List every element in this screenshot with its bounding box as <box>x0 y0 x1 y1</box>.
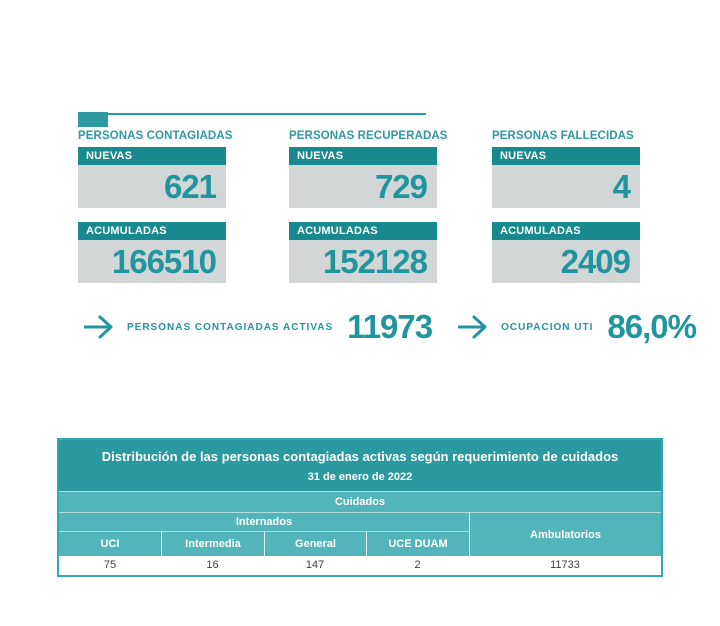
table-column-header: General <box>264 531 366 556</box>
table-column-header-ambulatorios: Ambulatorios <box>469 512 661 556</box>
table-value: 16 <box>161 556 264 575</box>
section-title: PERSONAS CONTAGIADAS <box>78 130 233 142</box>
card-header: NUEVAS <box>289 147 437 165</box>
section-title: PERSONAS FALLECIDAS <box>492 130 634 142</box>
card-nuevas <box>492 147 640 208</box>
kpi-label: PERSONAS CONTAGIADAS ACTIVAS <box>127 321 334 333</box>
kpi-row <box>84 305 696 349</box>
table-value: 2 <box>366 556 469 575</box>
kpi-label: OCUPACION UTI <box>501 321 594 333</box>
table-column-header: Intermedia <box>161 531 264 556</box>
header-rule-block <box>78 112 108 127</box>
section-title: PERSONAS RECUPERADAS <box>289 130 448 142</box>
table-value: 75 <box>59 556 161 575</box>
card-value: 4 <box>612 168 630 205</box>
table-subgroup-header: Internados <box>59 512 469 531</box>
table-value: 11733 <box>469 556 661 575</box>
card-header: NUEVAS <box>78 147 226 165</box>
card-header: NUEVAS <box>492 147 640 165</box>
card-value: 2409 <box>560 243 630 280</box>
table-column-header: UCE DUAM <box>366 531 469 556</box>
card-nuevas <box>289 147 437 208</box>
header-rule <box>78 113 426 115</box>
right-arrow-icon <box>458 314 488 340</box>
table-group-header: Cuidados <box>59 491 661 512</box>
kpi-activas <box>84 308 432 346</box>
kpi-ocupacion-uti <box>458 308 696 346</box>
card-header: ACUMULADAS <box>492 222 640 240</box>
card-value: 152128 <box>322 243 427 280</box>
card-nuevas <box>78 147 226 208</box>
card-header: ACUMULADAS <box>78 222 226 240</box>
right-arrow-icon <box>84 314 114 340</box>
card-acumuladas <box>289 222 437 283</box>
table-title: Distribución de las personas contagiadas activas según requerimiento de cuidados <box>59 440 661 466</box>
card-value: 621 <box>163 168 216 205</box>
card-header: ACUMULADAS <box>289 222 437 240</box>
table-grid <box>59 512 661 575</box>
stat-column-contagiadas <box>78 130 233 283</box>
card-value: 166510 <box>111 243 216 280</box>
card-value: 729 <box>374 168 427 205</box>
table-column-header: UCI <box>59 531 161 556</box>
card-acumuladas <box>78 222 226 283</box>
table-value: 147 <box>264 556 366 575</box>
kpi-value: 86,0% <box>607 308 696 345</box>
table-date: 31 de enero de 2022 <box>59 466 661 491</box>
stat-column-fallecidas <box>492 130 640 283</box>
care-distribution-table <box>57 438 663 577</box>
card-acumuladas <box>492 222 640 283</box>
stat-column-recuperadas <box>289 130 448 283</box>
kpi-value: 11973 <box>347 308 433 345</box>
